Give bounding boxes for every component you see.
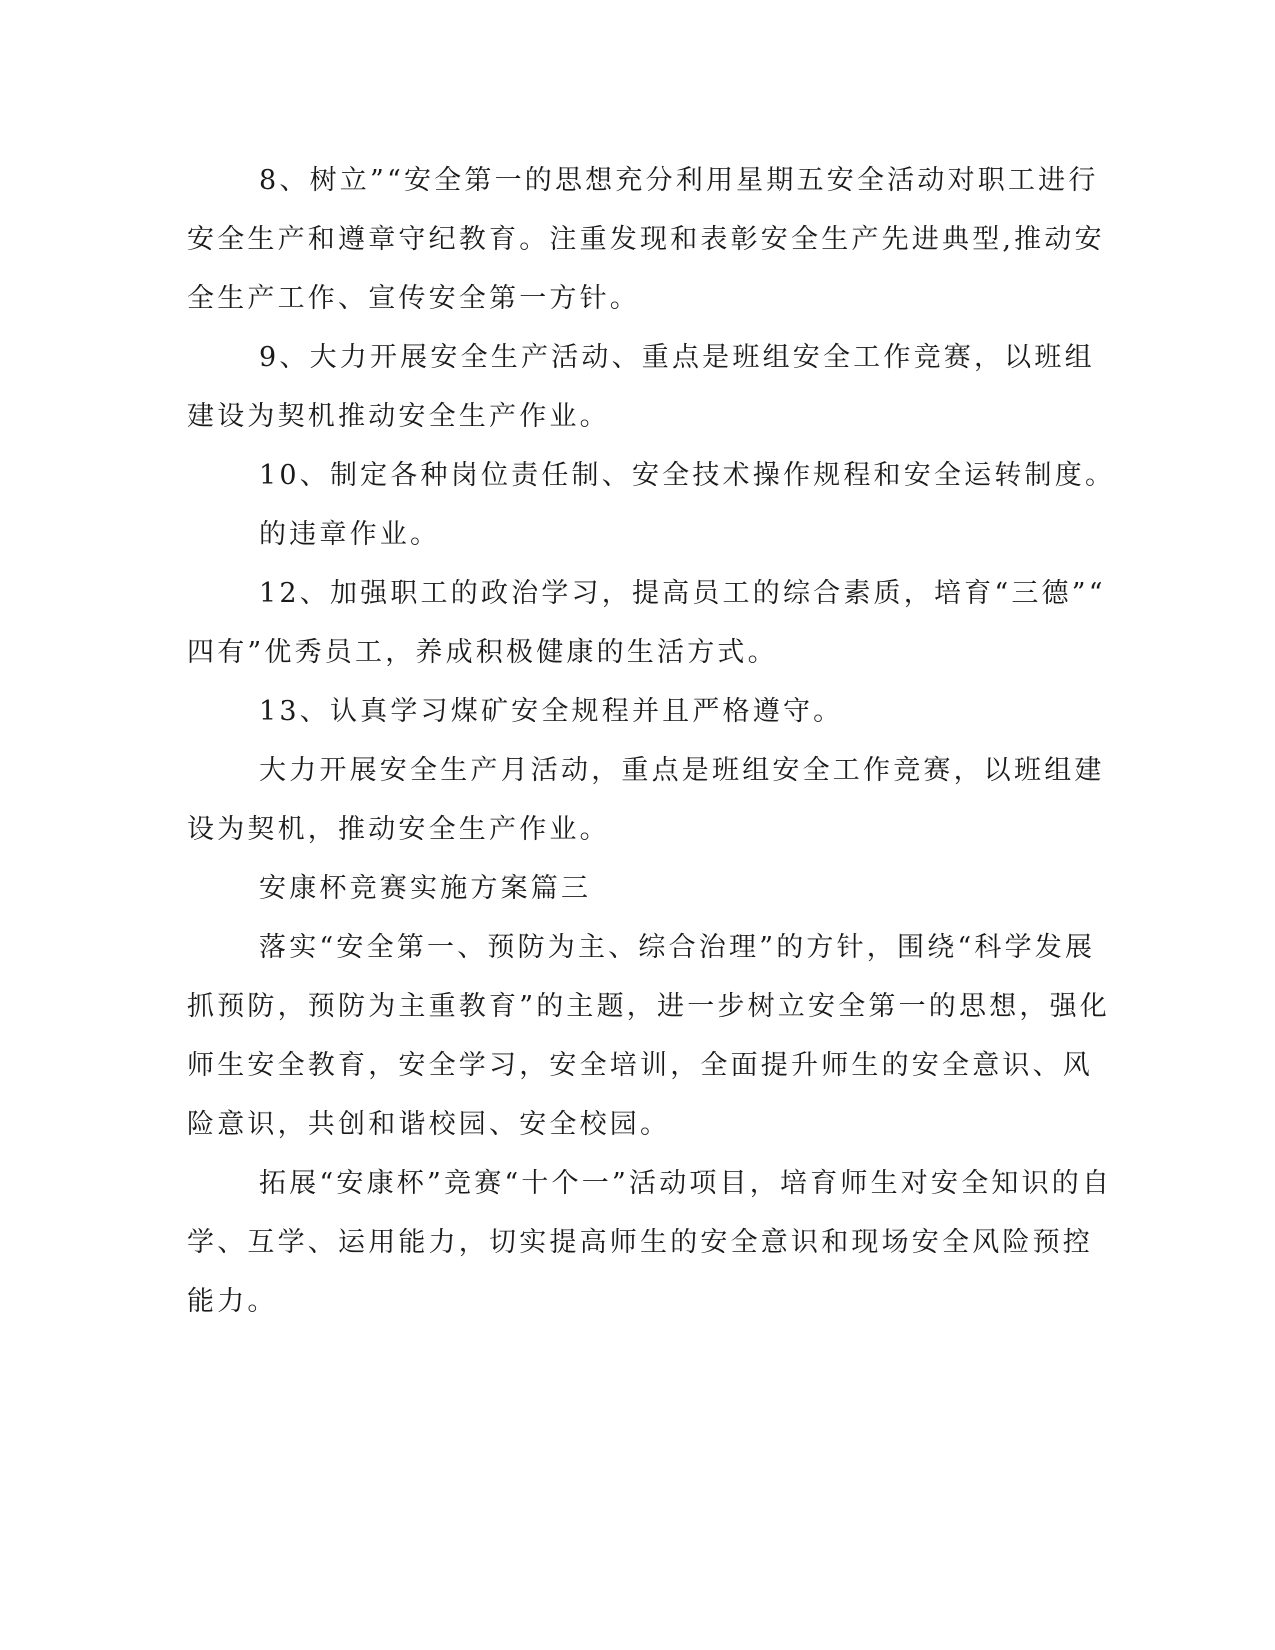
paragraph-14-line-2: 设为契机，推动安全生产作业。 — [187, 814, 610, 845]
paragraph-12-line-1: 12、加强职工的政治学习，提高员工的综合素质，培育“三德”“ — [259, 578, 1106, 609]
paragraph-15-line-4: 险意识，共创和谐校园、安全校园。 — [187, 1109, 671, 1140]
paragraph-16-line-3: 能力。 — [187, 1286, 278, 1317]
paragraph-12-line-2: 四有”优秀员工，养成积极健康的生活方式。 — [187, 637, 778, 668]
paragraph-8-line-1: 8、树立”“安全第一的思想充分利用星期五安全活动对职工进行 — [259, 165, 1099, 196]
paragraph-16-line-1: 拓展“安康杯”竞赛“十个一”活动项目，培育师生对安全知识的自 — [259, 1168, 1113, 1199]
paragraph-11-line-1: 的违章作业。 — [259, 519, 441, 550]
paragraph-10-line-1: 10、制定各种岗位责任制、安全技术操作规程和安全运转制度。 — [259, 460, 1116, 491]
paragraph-15-line-3: 师生安全教育，安全学习，安全培训，全面提升师生的安全意识、风 — [187, 1050, 1093, 1081]
paragraph-9-line-1: 9、大力开展安全生产活动、重点是班组安全工作竞赛，以班组 — [259, 342, 1095, 373]
paragraph-8-line-3: 全生产工作、宣传安全第一方针。 — [187, 283, 640, 314]
paragraph-14-line-1: 大力开展安全生产月活动，重点是班组安全工作竞赛，以班组建 — [259, 755, 1105, 786]
paragraph-13-line-1: 13、认真学习煤矿安全规程并且严格遵守。 — [259, 696, 844, 727]
paragraph-16-line-2: 学、互学、运用能力，切实提高师生的安全意识和现场安全风险预控 — [187, 1227, 1093, 1258]
paragraph-8-line-2: 安全生产和遵章守纪教育。注重发现和表彰安全生产先进典型,推动安 — [187, 224, 1105, 255]
paragraph-15-line-2: 抓预防，预防为主重教育”的主题，进一步树立安全第一的思想，强化 — [187, 991, 1111, 1022]
paragraph-9-line-2: 建设为契机推动安全生产作业。 — [187, 401, 610, 432]
section-heading: 安康杯竞赛实施方案篇三 — [259, 873, 592, 904]
paragraph-15-line-1: 落实“安全第一、预防为主、综合治理”的方针，围绕“科学发展 — [259, 932, 1096, 963]
